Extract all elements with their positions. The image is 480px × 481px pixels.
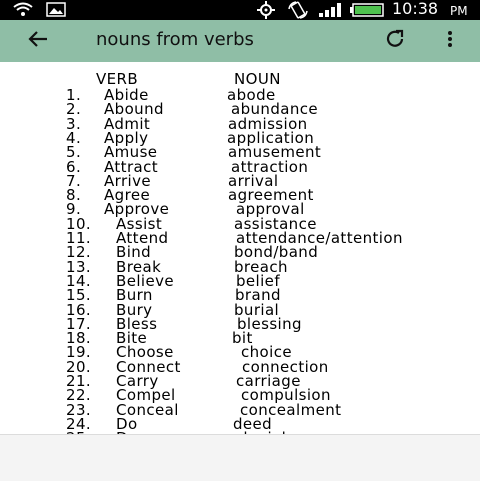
row-number: 19. bbox=[66, 343, 92, 362]
row-number: 2. bbox=[66, 100, 82, 119]
image-icon bbox=[46, 2, 66, 21]
row-number: 4. bbox=[66, 128, 82, 147]
verb-cell: Compel bbox=[116, 386, 176, 405]
noun-cell: attendance/attention bbox=[236, 229, 403, 247]
row-number: 18. bbox=[66, 329, 92, 348]
noun-cell: connection bbox=[242, 357, 329, 376]
back-button[interactable] bbox=[24, 27, 52, 55]
verb-cell: Apply bbox=[104, 128, 149, 147]
verb-cell: Bury bbox=[116, 300, 153, 319]
row-number: 5. bbox=[66, 143, 82, 162]
row-number: 17. bbox=[66, 314, 92, 333]
row-number: 8. bbox=[66, 186, 82, 205]
refresh-icon bbox=[384, 28, 406, 54]
app-bar bbox=[0, 20, 480, 62]
noun-cell: brand bbox=[235, 286, 281, 305]
noun-cell: arrival bbox=[228, 171, 279, 190]
noun-header: NOUN bbox=[234, 70, 281, 88]
page-title: nouns from verbs bbox=[96, 29, 254, 50]
verb-cell: Assist bbox=[116, 214, 163, 233]
clock-ampm: PM bbox=[450, 4, 468, 18]
verb-cell: Bind bbox=[116, 243, 152, 262]
noun-cell: compulsion bbox=[241, 386, 331, 405]
row-number: 13. bbox=[66, 257, 92, 276]
row-number: 15. bbox=[66, 286, 92, 305]
wifi-icon bbox=[12, 1, 34, 21]
row-number: 6. bbox=[66, 157, 82, 176]
status-bar bbox=[0, 0, 480, 20]
arrow-left-icon bbox=[27, 29, 49, 53]
noun-cell: assistance bbox=[234, 214, 317, 233]
word-list[interactable] bbox=[0, 62, 480, 434]
noun-cell: admission bbox=[228, 114, 308, 133]
noun-cell: burial bbox=[234, 300, 280, 319]
verb-cell: Attend bbox=[116, 229, 169, 247]
verb-cell: Admit bbox=[104, 114, 151, 133]
row-number: 1. bbox=[66, 86, 82, 104]
verb-cell: Carry bbox=[116, 372, 159, 390]
signal-icon bbox=[318, 2, 344, 22]
row-number: 20. bbox=[66, 357, 92, 376]
noun-cell: abode bbox=[227, 86, 276, 104]
verb-cell: Arrive bbox=[104, 171, 152, 190]
row-number: 21. bbox=[66, 372, 92, 390]
noun-cell: breach bbox=[234, 257, 288, 276]
noun-cell: abundance bbox=[231, 100, 319, 119]
noun-cell: deed bbox=[233, 414, 273, 433]
verb-cell: Bite bbox=[116, 329, 148, 348]
noun-cell: agreement bbox=[228, 186, 314, 205]
verb-cell: Approve bbox=[104, 200, 170, 219]
noun-cell: application bbox=[227, 128, 315, 147]
verb-header: VERB bbox=[96, 70, 139, 88]
row-number: 10. bbox=[66, 214, 92, 233]
verb-cell: Believe bbox=[116, 271, 174, 290]
verb-cell: Agree bbox=[104, 186, 151, 205]
noun-cell: carriage bbox=[236, 372, 301, 390]
verb-cell: Burn bbox=[116, 286, 153, 305]
noun-cell: approval bbox=[236, 200, 305, 219]
verb-cell: Abide bbox=[104, 86, 149, 104]
overflow-menu-button[interactable] bbox=[436, 27, 464, 55]
verb-cell: Abound bbox=[104, 100, 164, 119]
row-number: 16. bbox=[66, 300, 92, 319]
row-number: 11. bbox=[66, 229, 92, 247]
verb-cell: Do bbox=[116, 414, 138, 433]
row-number: 3. bbox=[66, 114, 82, 133]
noun-cell: belief bbox=[236, 271, 280, 290]
noun-cell: bond/band bbox=[234, 243, 319, 262]
row-number: 14. bbox=[66, 271, 92, 290]
clock-time: 10:38 bbox=[392, 0, 439, 18]
refresh-button[interactable] bbox=[381, 27, 409, 55]
row-number: 9. bbox=[66, 200, 82, 219]
verb-cell: Break bbox=[116, 257, 162, 276]
battery-icon bbox=[350, 3, 384, 21]
noun-cell: choice bbox=[241, 343, 292, 362]
verb-cell: Amuse bbox=[104, 143, 158, 162]
row-number: 22. bbox=[66, 386, 92, 405]
noun-cell: amusement bbox=[228, 143, 322, 162]
noun-cell: attraction bbox=[231, 157, 309, 176]
verb-cell: Bless bbox=[116, 314, 158, 333]
row-number: 23. bbox=[66, 400, 92, 419]
row-number: 12. bbox=[66, 243, 92, 262]
noun-cell: bit bbox=[232, 329, 253, 348]
noun-cell: blessing bbox=[237, 314, 302, 333]
row-number: 7. bbox=[66, 171, 82, 190]
noun-cell: concealment bbox=[240, 400, 342, 419]
row-number: 24. bbox=[66, 414, 92, 433]
verb-cell: Connect bbox=[116, 357, 181, 376]
verb-cell: Choose bbox=[116, 343, 174, 362]
verb-cell: Attract bbox=[104, 157, 159, 176]
bottom-area bbox=[0, 434, 480, 481]
more-vert-icon bbox=[447, 30, 453, 52]
verb-cell: Conceal bbox=[116, 400, 179, 419]
